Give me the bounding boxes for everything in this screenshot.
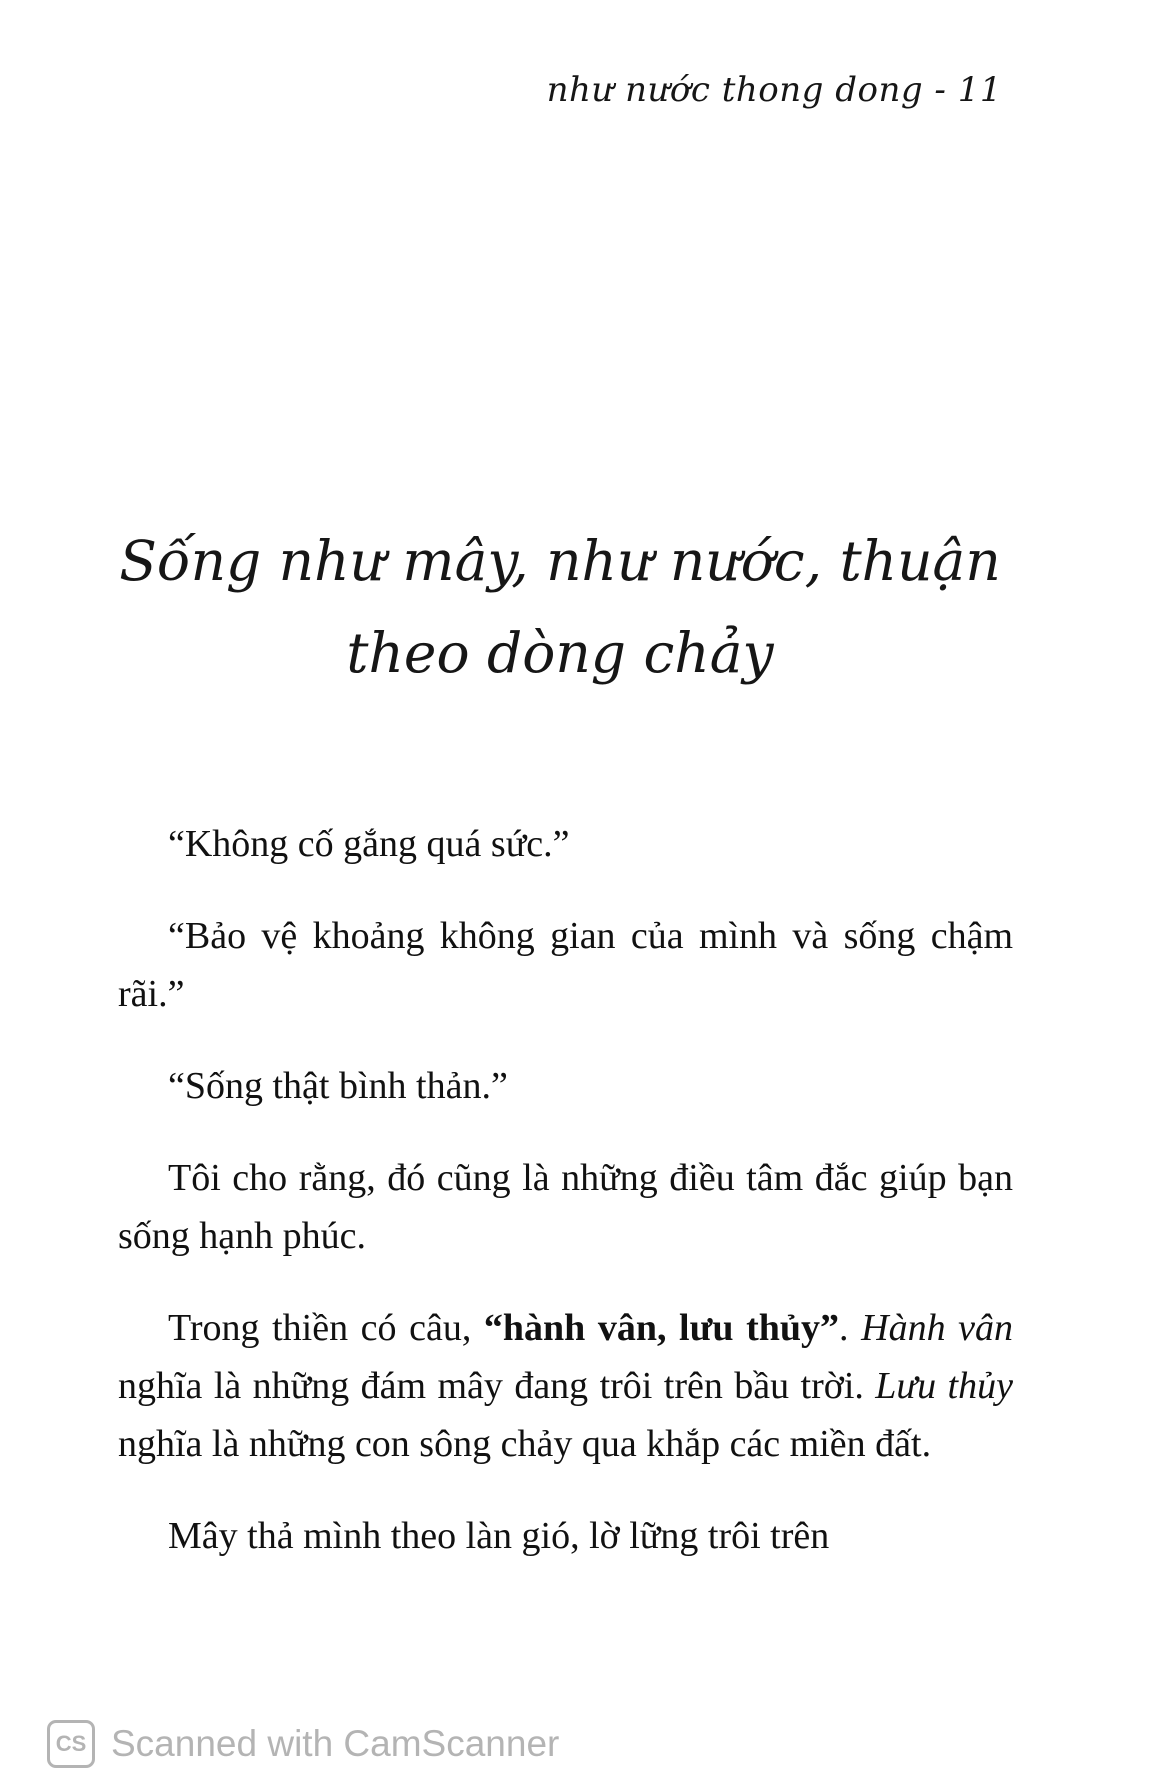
paragraph-4: Tôi cho rằng, đó cũng là những điều tâm đắc giúp bạn sống hạnh phúc. bbox=[118, 1157, 1013, 1257]
body-text bbox=[118, 815, 1013, 1565]
italic-term-luu-thuy: Lưu thủy bbox=[875, 1365, 1013, 1407]
paragraph-6: Mây thả mình theo làn gió, lờ lững trôi trên bbox=[168, 1515, 830, 1557]
paragraph-3: “Sống thật bình thản.” bbox=[168, 1065, 508, 1107]
watermark-text: Scanned with CamScanner bbox=[111, 1723, 560, 1764]
paragraph-5-intro: Trong thiền có câu, bbox=[168, 1307, 484, 1349]
running-head: như nước thong dong - 11 bbox=[546, 70, 1002, 110]
camscanner-logo-icon: CS bbox=[47, 1720, 95, 1768]
term-1-description: nghĩa là những đám mây đang trôi trên bầu trời. bbox=[118, 1365, 876, 1407]
paragraph-2: “Bảo vệ khoảng không gian của mình và sống chậm rãi.” bbox=[118, 915, 1013, 1015]
paragraph-5 bbox=[118, 1299, 1013, 1473]
paragraph-5-punct: . bbox=[839, 1307, 862, 1349]
italic-term-hanh-van: Hành vân bbox=[861, 1307, 1014, 1349]
camscanner-watermark bbox=[47, 1718, 559, 1770]
paragraph-1: “Không cố gắng quá sức.” bbox=[168, 823, 570, 865]
term-2-description: nghĩa là những con sông chảy qua khắp các miền đất. bbox=[118, 1423, 932, 1465]
bold-phrase: “hành vân, lưu thủy” bbox=[483, 1307, 840, 1349]
chapter-title: Sống như mây, như nước, thuận theo dòng chảy bbox=[119, 529, 1001, 685]
